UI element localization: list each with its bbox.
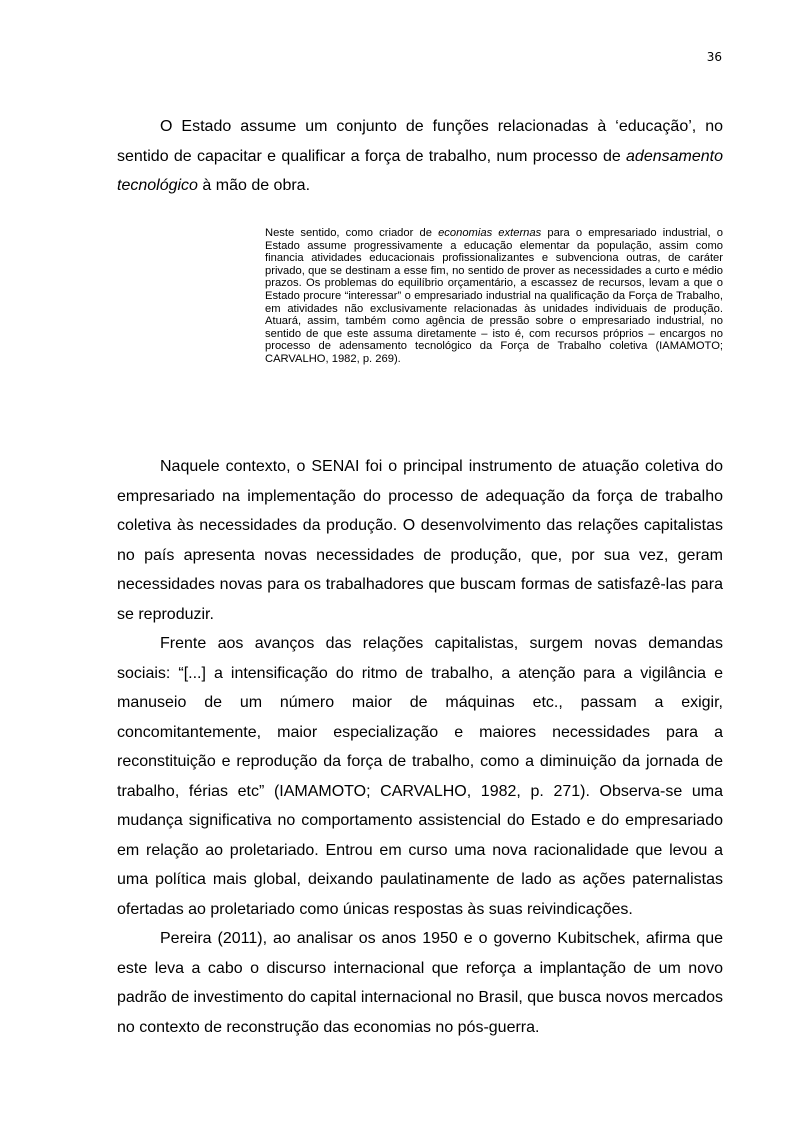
paragraph-senai: Naquele contexto, o SENAI foi o principal instrumento de atuação coletiva do empresariado na implementação do processo de adequação da força de trabalho coletiva às necessidades da produção. O desenvolvimento das relações capitalistas no país apresenta novas necessidades de produção, que, por sua vez, geram necessidades novas para os trabalhadores que buscam formas de satisfazê-las para se reproduzir. bbox=[117, 458, 723, 623]
citation-text-end: para o empresariado industrial, o Estado assume progressivamente a educação elementar da população, assim como financia atividades educacionais profissionalizantes e subvenciona outras, de caráter privado, que se destinam a esse fim, no sentido de prover as necessidades a curto e médio prazos. Os problemas do equilíbrio orçamentário, a escassez de recursos, levam a que o Estado procure “interessar” o empresariado industrial na qualificação da Força de Trabalho, em atividades não exclusivamente relacionadas às unidades individuais de produção. Atuará, assim, também como agência de pressão sobre o empresariado industrial, no sentido de que este assuma diretamente – isto é, com recursos próprios – encargos no processo de adensamento tecnológico da Força de Trabalho coletiva (IAMAMOTO; CARVALHO, 1982, p. 269). bbox=[265, 227, 723, 365]
intro-emphasis: adensamento tecnológico bbox=[117, 147, 723, 194]
intro-text-end: à mão de obra. bbox=[197, 177, 311, 194]
intro-paragraph bbox=[117, 112, 723, 201]
page-number: 36 bbox=[706, 50, 722, 64]
intro-section bbox=[117, 112, 723, 201]
intro-text-start: O Estado assume um conjunto de funções relacionadas à ‘educação’, no sentido de capacitar e qualificar a força de trabalho, num processo de bbox=[117, 118, 723, 165]
long-citation bbox=[265, 227, 723, 366]
paragraph-pereira: Pereira (2011), ao analisar os anos 1950 e o governo Kubitschek, afirma que este leva a cabo o discurso internacional que reforça a implantação de um novo padrão de investimento do capital internacional no Brasil, que busca novos mercados no contexto de reconstrução das economias no pós-guerra. bbox=[117, 930, 723, 1036]
main-text bbox=[117, 452, 723, 1042]
citation-text-start: Neste sentido, como criador de bbox=[265, 227, 439, 239]
citation-emphasis: economias externas bbox=[438, 227, 542, 239]
paragraph-demandas-sociais: Frente aos avanços das relações capitalistas, surgem novas demandas sociais: “[...] a intensificação do ritmo de trabalho, a atenção para a vigilância e manuseio de um número maior de máquinas etc., passam a exigir, concomitantemente, maior especialização e maiores necessidades para a reconstituição e reprodução da força de trabalho, como a diminuição da jornada de trabalho, férias etc” (IAMAMOTO; CARVALHO, 1982, p. 271). Observa-se uma mudança significativa no comportamento assistencial do Estado e do empresariado em relação ao proletariado. Entrou em curso uma nova racionalidade que levou a uma política mais global, deixando paulatinamente de lado as ações paternalistas ofertadas ao proletariado como únicas respostas às suas reivindicações. bbox=[117, 635, 723, 918]
